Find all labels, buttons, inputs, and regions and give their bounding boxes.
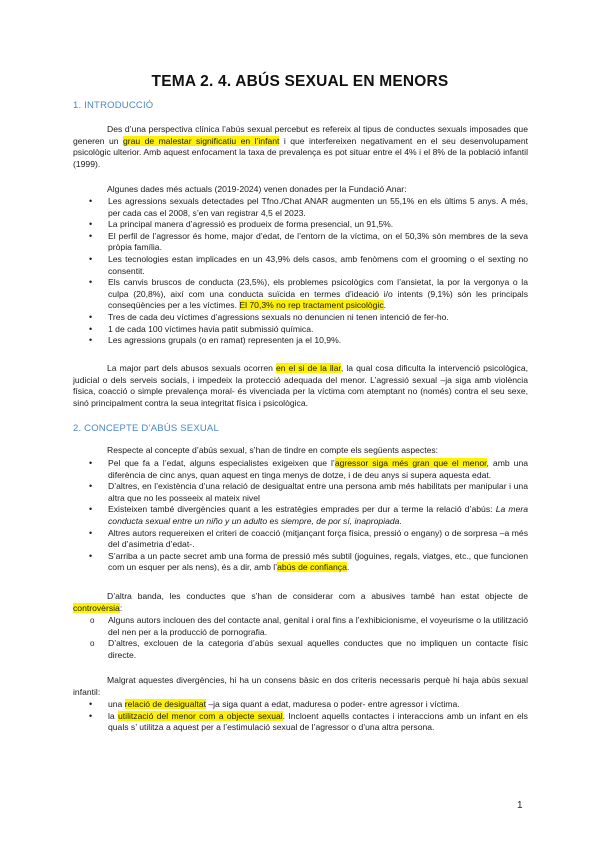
list-item: o Alguns autors inclouen des del contacte anal, genital i oral fins a l’exhibicionisme, el voyeurisme o la utilització del nen per a la producció de pornografia. <box>73 615 528 638</box>
list-item <box>73 277 528 312</box>
text: Existeixen també divergències quant a les estratègies emprades per dur a terme la relació d’abús: <box>108 504 496 515</box>
list-item: • 1 de cada 100 víctimes havia patit submissió química. <box>73 324 528 336</box>
text: . <box>399 515 402 526</box>
paragraph <box>73 445 528 457</box>
text: . <box>383 300 387 311</box>
text: Pel que fa a l’edat, alguns especialistes exigeixen que l’ <box>108 458 335 468</box>
section-heading-concepte: 2. CONCEPTE D’ABÚS SEXUAL <box>73 423 219 434</box>
highlight: utilització del menor com a objecte sexual <box>118 710 283 721</box>
text: Respecte al concepte d’abús sexual, s’han de tindre en compte els següents aspectes: <box>107 445 439 455</box>
text: . Incloent aquells contactes i interaccions amb un infant en els quals s’ utilitza a aquest per a l’estimulació sexual de l’agressor o d’una altra persona. <box>108 710 528 733</box>
paragraph <box>73 363 528 409</box>
text: Algunes dades més actuals (2019-2024) venen donades per la Fundació Anar: <box>107 184 407 194</box>
list-item <box>73 458 528 481</box>
paragraph <box>73 124 528 170</box>
text: D’altra banda, les conductes que s’han de considerar com a abusives també han estat objecte de <box>107 591 528 601</box>
list-item <box>73 711 528 734</box>
paragraph <box>73 184 528 196</box>
list-item: • Les tecnologies estan implicades en un 43,9% dels casos, amb fenòmens com el grooming o el sexting no consentit. <box>73 254 528 277</box>
list-item <box>73 699 528 711</box>
text: , amb una diferència de cinc anys, quan aquest en tinga menys de dotze, i de deu anys si supera aquesta edat. <box>108 458 529 480</box>
highlight: relació de desigualtat <box>124 699 206 709</box>
text: , la qual cosa dificulta la intervenció psicològica, judicial o dels serveis socials, i impedeix la protecció adequada del menor. L’agressió sexual –ja siga amb violència física, coacció o simple prevalença moral- és vivenciada per la víctima com atemptant no (només) contra el seu sexe, sinó principalment contra la seua integritat física i psicològica. <box>73 363 528 408</box>
list-item: • D’altres, en l’existència d’una relació de desigualtat entre una persona amb més habilitats per manipular i una altra que no les posseeix al mateix nivel <box>73 481 528 504</box>
paragraph <box>73 591 528 614</box>
text: Malgrat aquestes divergències, hi ha un consens bàsic en dos criteris necessaris perquè hi haja abús sexual infantil: <box>73 675 528 697</box>
list-item: • Altres autors requereixen el criteri de coacció (mitjançant força física, pressió o engany) o de sorpresa –a més del d’asimetria d’edat-. <box>73 528 528 551</box>
text: Des d’una perspectiva clínica l’abús sexual percebut es refereix al tipus de conductes sexuals imposades que generen un <box>73 124 528 146</box>
text: : <box>119 602 123 613</box>
sub-bullet-list <box>73 615 528 661</box>
text: la <box>108 710 119 721</box>
bullet-list <box>73 699 528 734</box>
highlight: agressor siga més gran que el menor <box>334 458 487 468</box>
list-item <box>73 551 528 574</box>
text: una <box>108 699 125 709</box>
list-item: • Les agressions sexuals detectades pel Tfno./Chat ANAR augmenten un 55,1% en els últims 5 anys. A més, per cada cas el 2008, s’en van registrar 4,5 el 2023. <box>73 196 528 219</box>
list-item: • El perfil de l’agressor és home, major d’edat, de l’entorn de la víctima, on el 50,3% són membres de la seva pròpia família. <box>73 231 528 254</box>
highlight: grau de malestar significatiu en l’infant <box>122 135 280 146</box>
paragraph <box>73 675 528 698</box>
text: i que interfereixen negativament en el seu desenvolupament psicològic ulterior. Amb aquest enfocament la taxa de prevalença es pot situar entre el 4% i el 8% de la població infantil (1999). <box>73 135 529 169</box>
text: –ja siga quant a edat, maduresa o poder- entre agressor i víctima. <box>205 699 460 709</box>
page-number: 1 <box>517 800 523 811</box>
list-item: • Tres de cada deu víctimes d’agressions sexuals no denuncien ni tenen intenció de fer-ho. <box>73 312 528 324</box>
text: . <box>346 562 350 573</box>
bullet-list <box>73 196 528 347</box>
italic-quote: La mera conducta sexual entre un niño y un adulto es siempre, de por sí, inapropiada <box>108 504 528 526</box>
highlight: El 70,3% no rep tractament psicològic <box>239 300 384 311</box>
page-title: TEMA 2. 4. ABÚS SEXUAL EN MENORS <box>151 73 449 90</box>
text: S’arriba a un pacte secret amb una forma de pressió més subtil (joguines, regals, viatges, etc., que funcionen com un esquer per als nens), és a dir, amb l’ <box>108 550 528 573</box>
text: La major part dels abusos sexuals ocorren <box>107 363 276 373</box>
highlight: controvèrsia <box>73 602 120 613</box>
text: Els canvis bruscos de conducta (23,5%), els problemes psicològics com l’ansietat, la por la vergonya o la culpa (20,8%), així com una conducta suïcida en termes d’ideació i/o intents (9,1%) són les principals conseqüències per a les víctimes. <box>108 277 528 311</box>
list-item: • La principal manera d’agressió es produeix de forma presencial, un 91,5%. <box>73 219 528 231</box>
highlight: abús de confiança <box>277 562 347 573</box>
section-heading-introduccio: 1. INTRODUCCIÓ <box>73 100 154 111</box>
list-item <box>73 504 528 527</box>
list-item: o D’altres, exclouen de la categoria d’abús sexual aquelles conductes que no impliquen un contacte físic directe. <box>73 638 528 661</box>
list-item: • Les agressions grupals (o en ramat) representen ja el 10,9%. <box>73 335 528 347</box>
highlight: en el si de la llar <box>275 363 341 373</box>
bullet-list <box>73 458 528 574</box>
